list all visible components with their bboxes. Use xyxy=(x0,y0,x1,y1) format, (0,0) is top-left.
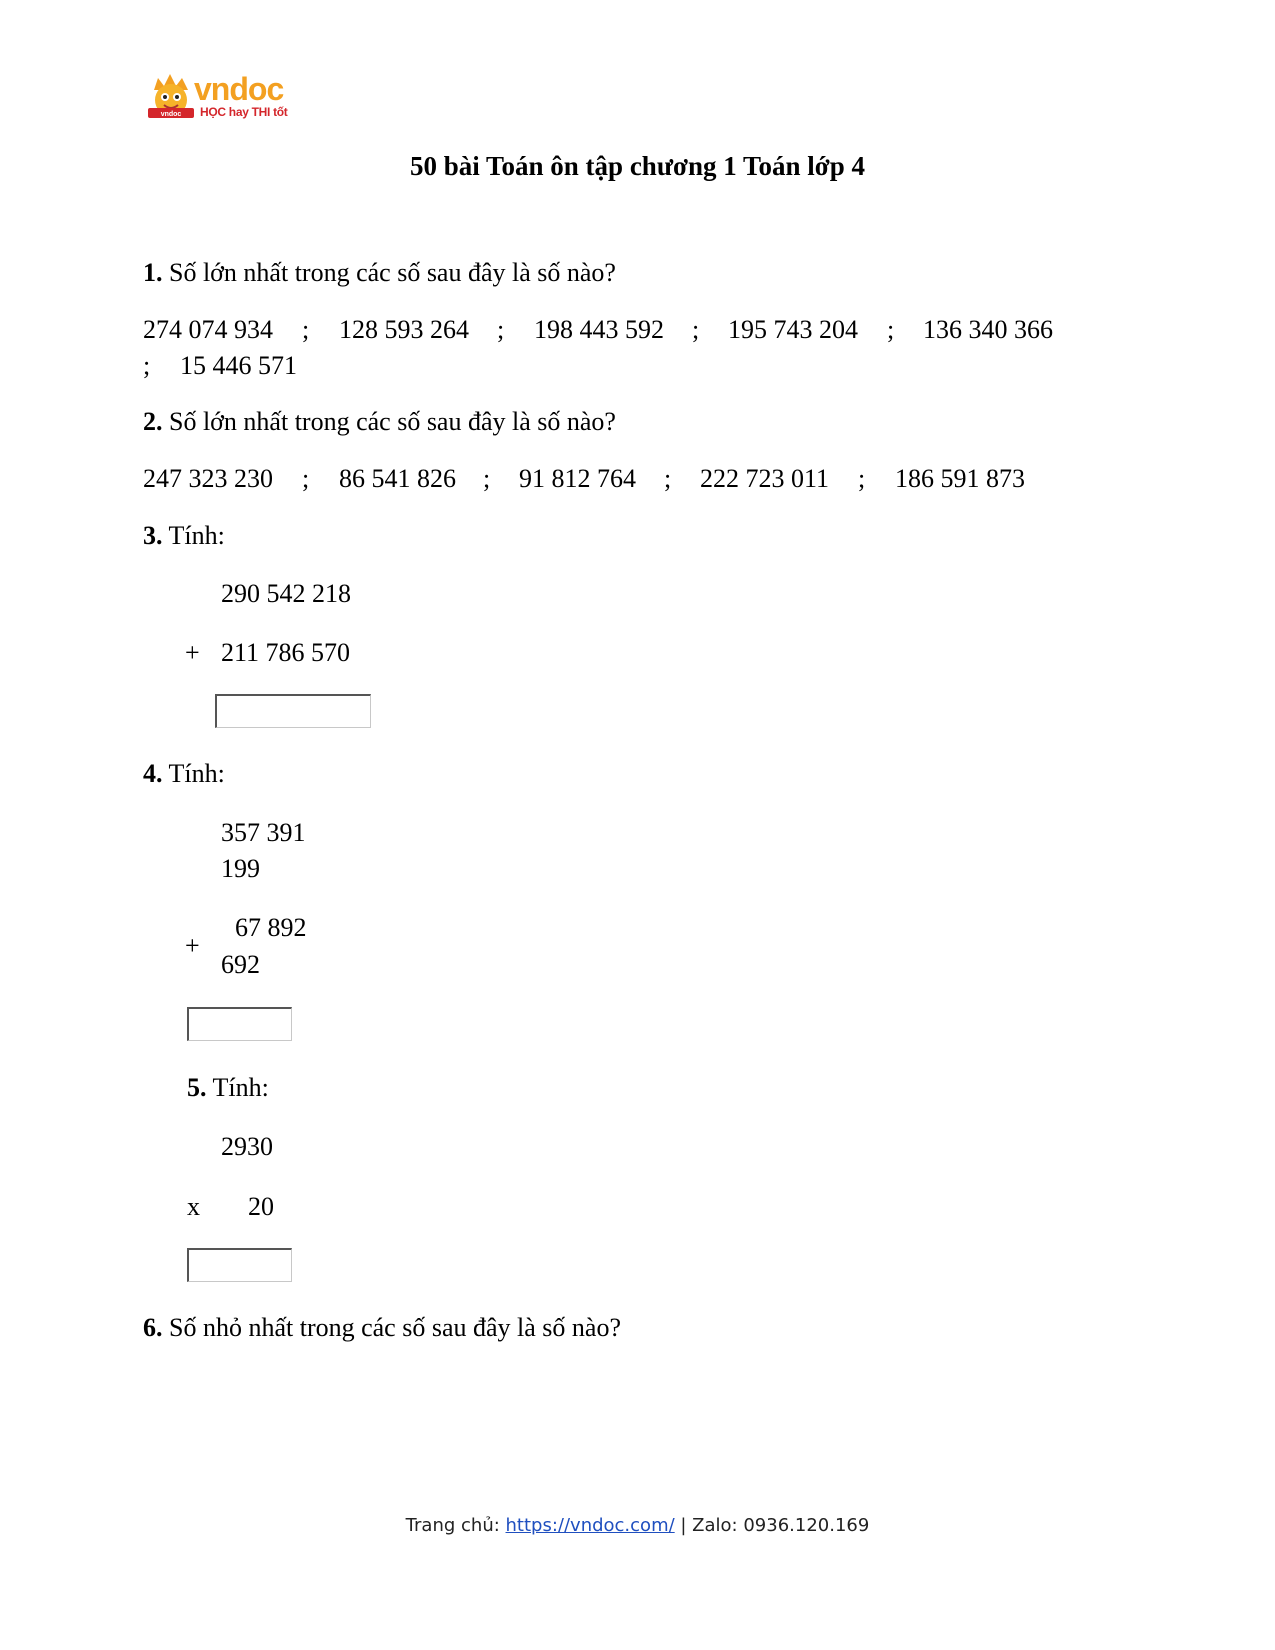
q1-number-2: 128 593 264 xyxy=(339,315,469,344)
question-3-number: 3. xyxy=(143,521,163,550)
logo-badge-text: vndoc xyxy=(160,111,182,118)
footer-contact: | Zalo: 0936.120.169 xyxy=(674,1515,870,1536)
vndoc-logo xyxy=(148,72,308,124)
question-5-text: Tính: xyxy=(212,1073,269,1102)
q1-separator: ; xyxy=(692,315,700,344)
page-title: 50 bài Toán ôn tập chương 1 Toán lớp 4 xyxy=(409,151,866,181)
logo-tagline: HỌC hay THI tốt xyxy=(200,105,288,119)
q2-number-5: 186 591 873 xyxy=(895,464,1025,493)
question-5-number: 5. xyxy=(187,1073,207,1102)
question-6-text: Số nhỏ nhất trong các số sau đây là số nào? xyxy=(169,1313,622,1342)
q5-answer-input[interactable] xyxy=(187,1248,292,1282)
question-1 xyxy=(143,258,616,288)
q1-separator: ; xyxy=(302,315,310,344)
question-1-number: 1. xyxy=(143,258,163,287)
question-4 xyxy=(143,759,225,789)
question-4-number: 4. xyxy=(143,759,163,788)
q1-number-3: 198 443 592 xyxy=(534,315,664,344)
question-6 xyxy=(143,1313,621,1343)
q1-separator: ; xyxy=(143,351,151,380)
q4-addend-bottom-line2: 692 xyxy=(221,950,260,979)
footer-home-link[interactable]: https://vndoc.com/ xyxy=(505,1515,675,1536)
q4-addend-top-line2: 199 xyxy=(221,854,260,883)
q3-addend-bottom: 211 786 570 xyxy=(221,638,351,667)
question-2-number: 2. xyxy=(143,407,163,436)
q2-number-1: 247 323 230 xyxy=(143,464,273,493)
q1-number-5: 136 340 366 xyxy=(923,315,1053,344)
question-2-text: Số lớn nhất trong các số sau đây là số nào? xyxy=(169,407,616,436)
logo-wordmark: vndoc xyxy=(194,71,284,107)
question-6-number: 6. xyxy=(143,1313,163,1342)
q2-number-2: 86 541 826 xyxy=(339,464,456,493)
question-2 xyxy=(143,407,616,437)
question-4-text: Tính: xyxy=(168,759,225,788)
q4-addend-bottom-line1: 67 892 xyxy=(235,913,307,942)
q5-factor-top: 2930 xyxy=(221,1132,273,1161)
q1-number-1: 274 074 934 xyxy=(143,315,273,344)
q2-separator: ; xyxy=(664,464,672,493)
q2-number-4: 222 723 011 xyxy=(700,464,830,493)
q4-plus-sign: + xyxy=(185,931,200,960)
q3-answer-input[interactable] xyxy=(215,694,371,728)
q2-separator: ; xyxy=(483,464,491,493)
footer-prefix: Trang chủ: xyxy=(405,1515,506,1536)
q1-separator: ; xyxy=(887,315,895,344)
question-3-text: Tính: xyxy=(168,521,225,550)
q3-plus-sign: + xyxy=(185,638,200,667)
page-footer xyxy=(0,1515,1275,1537)
q3-addend-top: 290 542 218 xyxy=(221,579,351,608)
question-3 xyxy=(143,521,225,551)
q5-multiply-sign: x xyxy=(187,1192,200,1221)
q4-addend-top-line1: 357 391 xyxy=(221,818,306,847)
q1-number-4: 195 743 204 xyxy=(728,315,858,344)
q2-separator: ; xyxy=(302,464,310,493)
q2-number-3: 91 812 764 xyxy=(519,464,636,493)
mascot-icon xyxy=(148,72,196,122)
q1-separator: ; xyxy=(497,315,505,344)
q2-separator: ; xyxy=(858,464,866,493)
q4-answer-input[interactable] xyxy=(187,1007,292,1041)
question-5 xyxy=(187,1073,269,1103)
q5-factor-bottom: 20 xyxy=(248,1192,274,1221)
q1-number-6: 15 446 571 xyxy=(180,351,297,380)
question-1-text: Số lớn nhất trong các số sau đây là số nào? xyxy=(169,258,616,287)
